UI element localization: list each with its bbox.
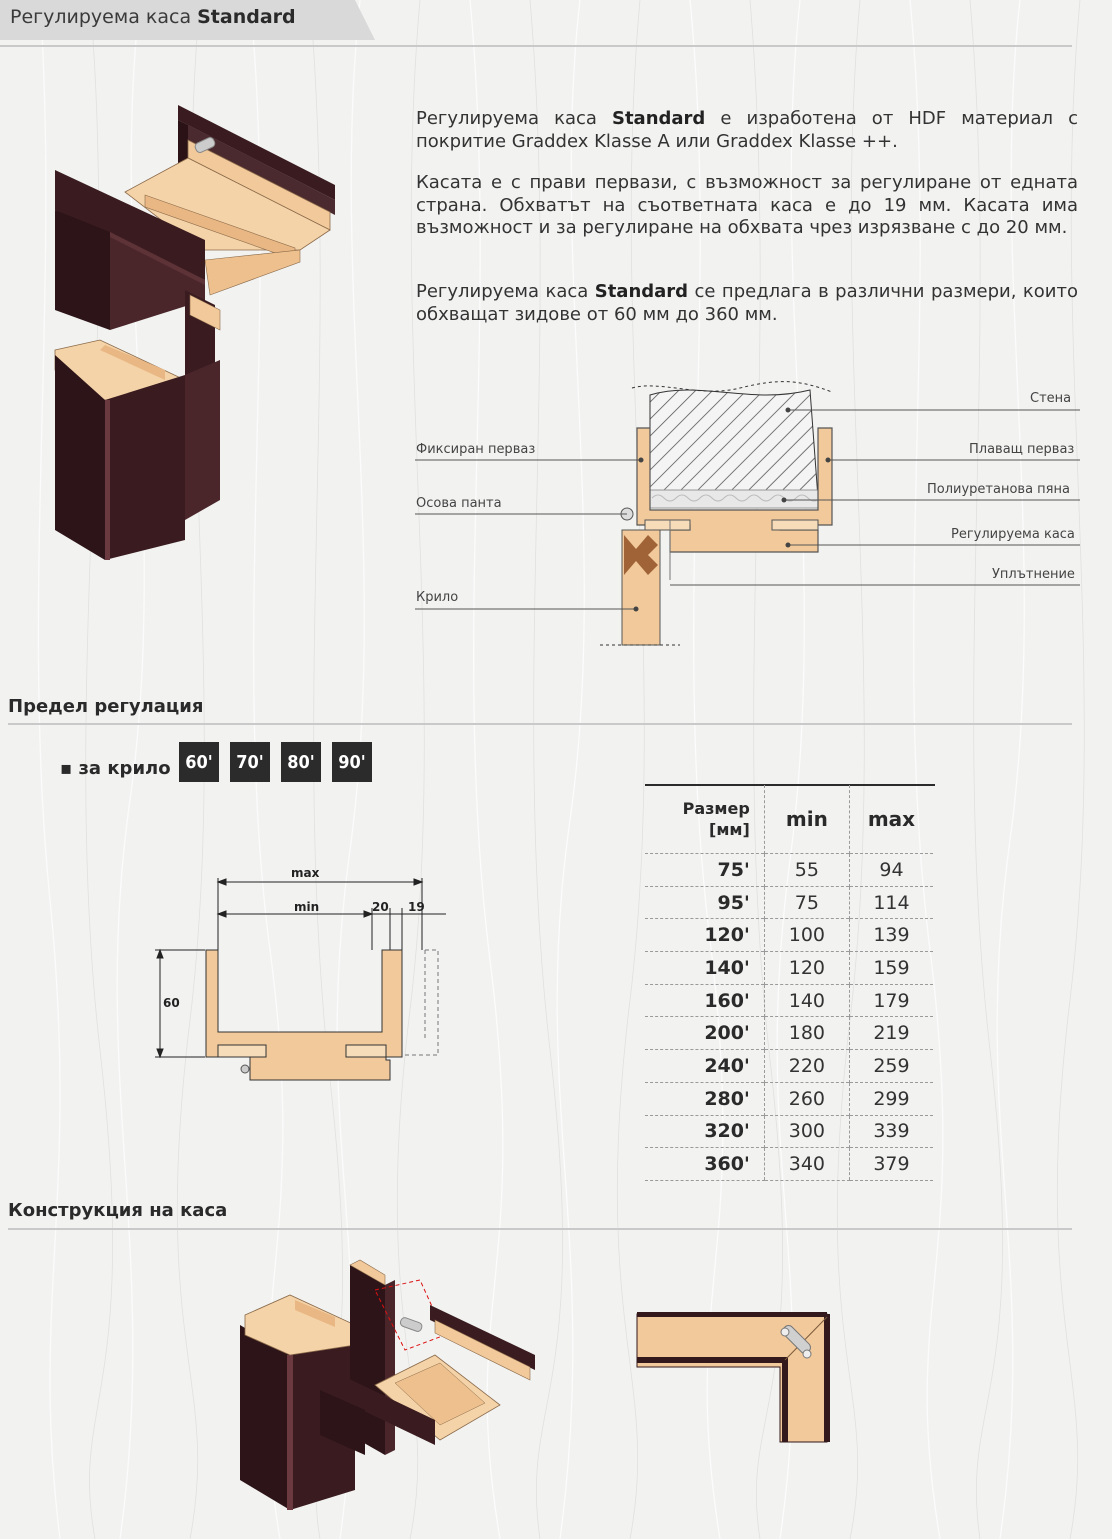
leaf-size-chip-80: 80' [281, 742, 321, 782]
table-row: 140' 120 159 [645, 952, 933, 985]
label-floating-trim: Плаващ перваз [969, 442, 1075, 457]
leaf-size-label: ▪ за крило [60, 758, 171, 779]
section-title-construction: Конструкция на каса [8, 1200, 228, 1221]
size-table-header-max: max [849, 785, 933, 854]
table-row: 200' 180 219 [645, 1017, 933, 1050]
leaf-size-chip-70: 70' [230, 742, 270, 782]
label-leaf: Крило [416, 590, 459, 605]
section-rule-construction [8, 1228, 1072, 1230]
label-polyurethane-foam: Полиуретанова пяна [927, 482, 1070, 497]
intro-paragraph-1: Регулируема каса Standard е изработена от HDF материал с покритие Graddex Klasse A или Graddex Klasse ++. [416, 108, 1078, 152]
header-rule [0, 45, 1072, 47]
table-row: 75' 55 94 [645, 854, 933, 887]
size-table [645, 785, 933, 1181]
table-row: 320' 300 339 [645, 1115, 933, 1148]
section-title-adjustment: Предел регулация [8, 696, 204, 717]
dim-max-label: max [291, 866, 320, 880]
table-row: 240' 220 259 [645, 1050, 933, 1083]
label-adjustable-frame: Регулируема каса [951, 527, 1075, 542]
intro-paragraph-2: Касата е с прави первази, с възможност за регулиране от едната страна. Обхватът на съответната каса е до 19 мм. Касата има възможност и за регулиране на обхвата чрез изрязване с до 20 мм. [416, 172, 1078, 238]
size-table-header-min: min [764, 785, 849, 854]
page-title: Регулируема каса Standard [10, 6, 296, 28]
size-table-header-size: Размер [мм] [682, 799, 750, 839]
label-axial-hinge: Осова панта [416, 496, 502, 511]
frame-3d-illustration [45, 100, 345, 570]
dim-19-label: 19 [408, 900, 425, 914]
table-row: 95' 75 114 [645, 886, 933, 919]
table-row: 160' 140 179 [645, 984, 933, 1017]
table-row: 360' 340 379 [645, 1148, 933, 1181]
table-row: 120' 100 139 [645, 919, 933, 952]
dim-min-label: min [294, 900, 320, 914]
corner-joint-section [635, 1312, 830, 1447]
label-fixed-trim: Фиксиран перваз [416, 442, 536, 457]
dim-20-label: 20 [372, 900, 389, 914]
table-row: 280' 260 299 [645, 1082, 933, 1115]
cross-section-diagram [400, 380, 1100, 655]
dim-60-label: 60 [163, 996, 180, 1010]
dimension-drawing [150, 860, 460, 1090]
intro-paragraph-3: Регулируема каса Standard се предлага в различни размери, които обхващат зидове от 60 мм до 360 мм. [416, 281, 1078, 325]
section-rule-adjustment [8, 723, 1072, 725]
leaf-size-chip-90: 90' [332, 742, 372, 782]
label-wall: Стена [1030, 391, 1072, 406]
leaf-size-chip-60: 60' [179, 742, 219, 782]
frame-construction-illustration [235, 1255, 545, 1515]
label-seal: Уплътнение [992, 567, 1075, 582]
